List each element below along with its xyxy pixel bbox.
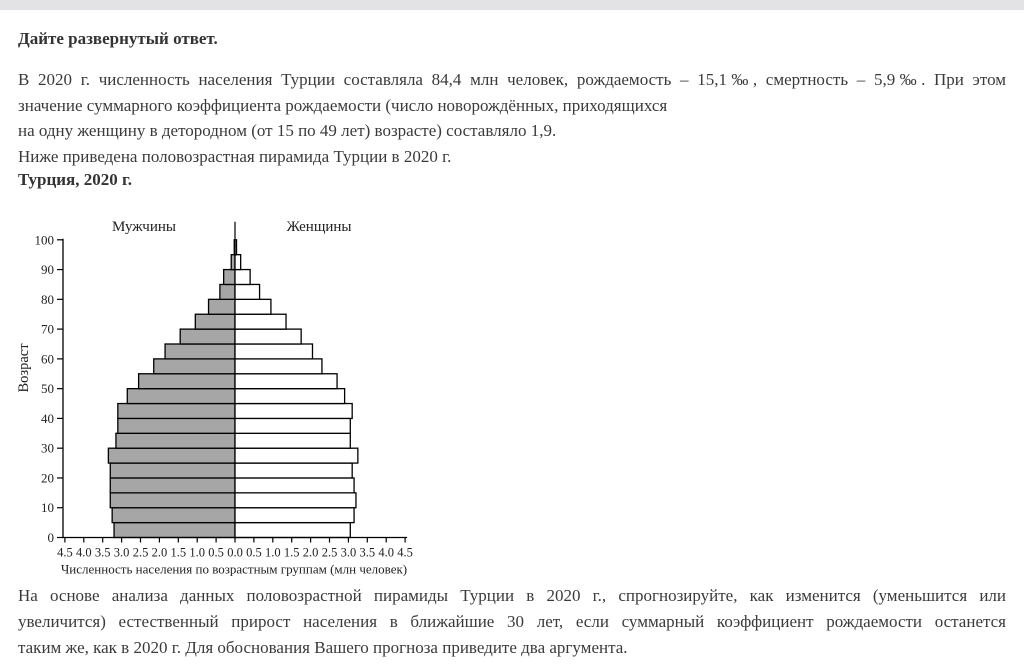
female-bar-0-4 — [235, 523, 350, 538]
intro-line: В 2020 г. численность населения Турции составляла 84,4 млн человек, рождаемость – 15,1‰, смертность – 5,9‰. При этом — [18, 70, 1006, 89]
female-bar-70-74 — [235, 314, 286, 329]
y-tick-label: 30 — [41, 440, 54, 456]
female-bar-95-99 — [235, 240, 237, 255]
female-bar-75-79 — [235, 299, 271, 314]
window-top-strip — [0, 0, 1024, 10]
x-tick-label: 2.5 — [321, 545, 338, 560]
x-tick-label: 4.0 — [75, 545, 92, 560]
female-bar-25-29 — [235, 448, 358, 463]
question-line: На основе анализа данных половозрастной пирамиды Турции в 2020 г., спрогнозируйте, как изменится (уменьшится или — [18, 586, 1006, 605]
male-bar-30-34 — [116, 433, 235, 448]
male-bar-25-29 — [108, 448, 235, 463]
task-heading: Дайте развернутый ответ. — [18, 29, 218, 48]
y-axis-title: Возраст — [16, 343, 32, 393]
y-tick-label: 50 — [41, 381, 54, 397]
x-tick-label: 3.5 — [359, 545, 376, 560]
y-tick-label: 10 — [41, 500, 54, 516]
male-bar-80-84 — [220, 284, 235, 299]
y-tick-label: 100 — [34, 232, 54, 248]
y-tick-label: 60 — [41, 351, 54, 367]
male-bar-20-24 — [110, 463, 235, 478]
male-bar-75-79 — [209, 299, 235, 314]
male-bar-65-69 — [180, 329, 235, 344]
male-bar-10-14 — [110, 493, 235, 508]
intro-line: Ниже приведена половозрастная пирамида Турции в 2020 г. — [18, 146, 452, 166]
female-bar-90-94 — [235, 255, 241, 270]
x-tick-label: 2.0 — [302, 545, 319, 560]
male-bar-40-44 — [118, 404, 235, 419]
female-bar-5-9 — [235, 508, 354, 523]
intro-line: значение суммарного коэффициента рождаемости (число новорождённых, приходящихся — [18, 95, 668, 115]
x-tick-label: 1.5 — [170, 545, 187, 560]
y-tick-label: 20 — [41, 470, 54, 486]
male-bar-5-9 — [112, 508, 235, 523]
x-tick-label: 1.0 — [264, 545, 281, 560]
female-bar-10-14 — [235, 493, 356, 508]
intro-paragraph — [18, 67, 1006, 169]
female-bar-40-44 — [235, 404, 352, 419]
female-bar-80-84 — [235, 284, 260, 299]
female-bar-55-59 — [235, 359, 322, 374]
intro-line: на одну женщину в детородном (от 15 по 49 лет) возрасте) составляло 1,9. — [18, 121, 557, 140]
female-bar-30-34 — [235, 433, 350, 448]
x-tick-label: 4.5 — [57, 545, 73, 560]
x-tick-label: 0.0 — [227, 545, 243, 560]
x-tick-label: 4.5 — [397, 545, 413, 560]
x-tick-label: 3.5 — [94, 545, 111, 560]
population-pyramid-svg — [0, 200, 480, 592]
question-line: увеличится) естественный прирост населения в ближайшие 30 лет, если суммарный коэффициент рождаемости останется — [18, 611, 1006, 631]
x-tick-label: 1.0 — [189, 545, 206, 560]
population-pyramid-chart — [0, 200, 480, 592]
female-bar-20-24 — [235, 463, 352, 478]
male-bar-35-39 — [118, 418, 235, 433]
male-bar-45-49 — [127, 389, 235, 404]
female-bar-85-89 — [235, 270, 250, 285]
male-bar-0-4 — [114, 523, 235, 538]
women-label: Женщины — [286, 219, 352, 235]
female-bar-65-69 — [235, 329, 301, 344]
x-tick-label: 0.5 — [246, 545, 262, 560]
question-paragraph — [18, 583, 1006, 660]
y-tick-label: 90 — [41, 262, 54, 278]
male-bar-70-74 — [195, 314, 235, 329]
x-tick-label: 3.0 — [113, 545, 130, 560]
female-bar-45-49 — [235, 389, 345, 404]
male-bar-15-19 — [110, 478, 235, 493]
x-tick-label: 3.0 — [340, 545, 357, 560]
x-tick-label: 2.0 — [151, 545, 168, 560]
y-tick-label: 80 — [41, 291, 54, 307]
female-bar-15-19 — [235, 478, 354, 493]
x-tick-label: 1.5 — [283, 545, 300, 560]
male-bar-85-89 — [224, 270, 235, 285]
men-label: Мужчины — [112, 219, 176, 235]
male-bar-60-64 — [165, 344, 235, 359]
female-bar-35-39 — [235, 418, 350, 433]
x-tick-label: 2.5 — [132, 545, 149, 560]
x-axis-title: Численность населения по возрастным группам (млн человек) — [60, 561, 408, 577]
male-bar-55-59 — [154, 359, 235, 374]
chart-title: Турция, 2020 г. — [18, 170, 133, 189]
y-tick-label: 70 — [41, 321, 54, 337]
male-bar-50-54 — [139, 374, 235, 389]
x-tick-label: 0.5 — [208, 545, 224, 560]
female-bar-50-54 — [235, 374, 337, 389]
female-bar-60-64 — [235, 344, 312, 359]
x-tick-label: 4.0 — [378, 545, 395, 560]
y-tick-label: 0 — [47, 530, 54, 545]
y-tick-label: 40 — [41, 410, 54, 426]
question-line: таким же, как в 2020 г. Для обоснования Вашего прогноза приведите два аргумента. — [18, 637, 628, 657]
